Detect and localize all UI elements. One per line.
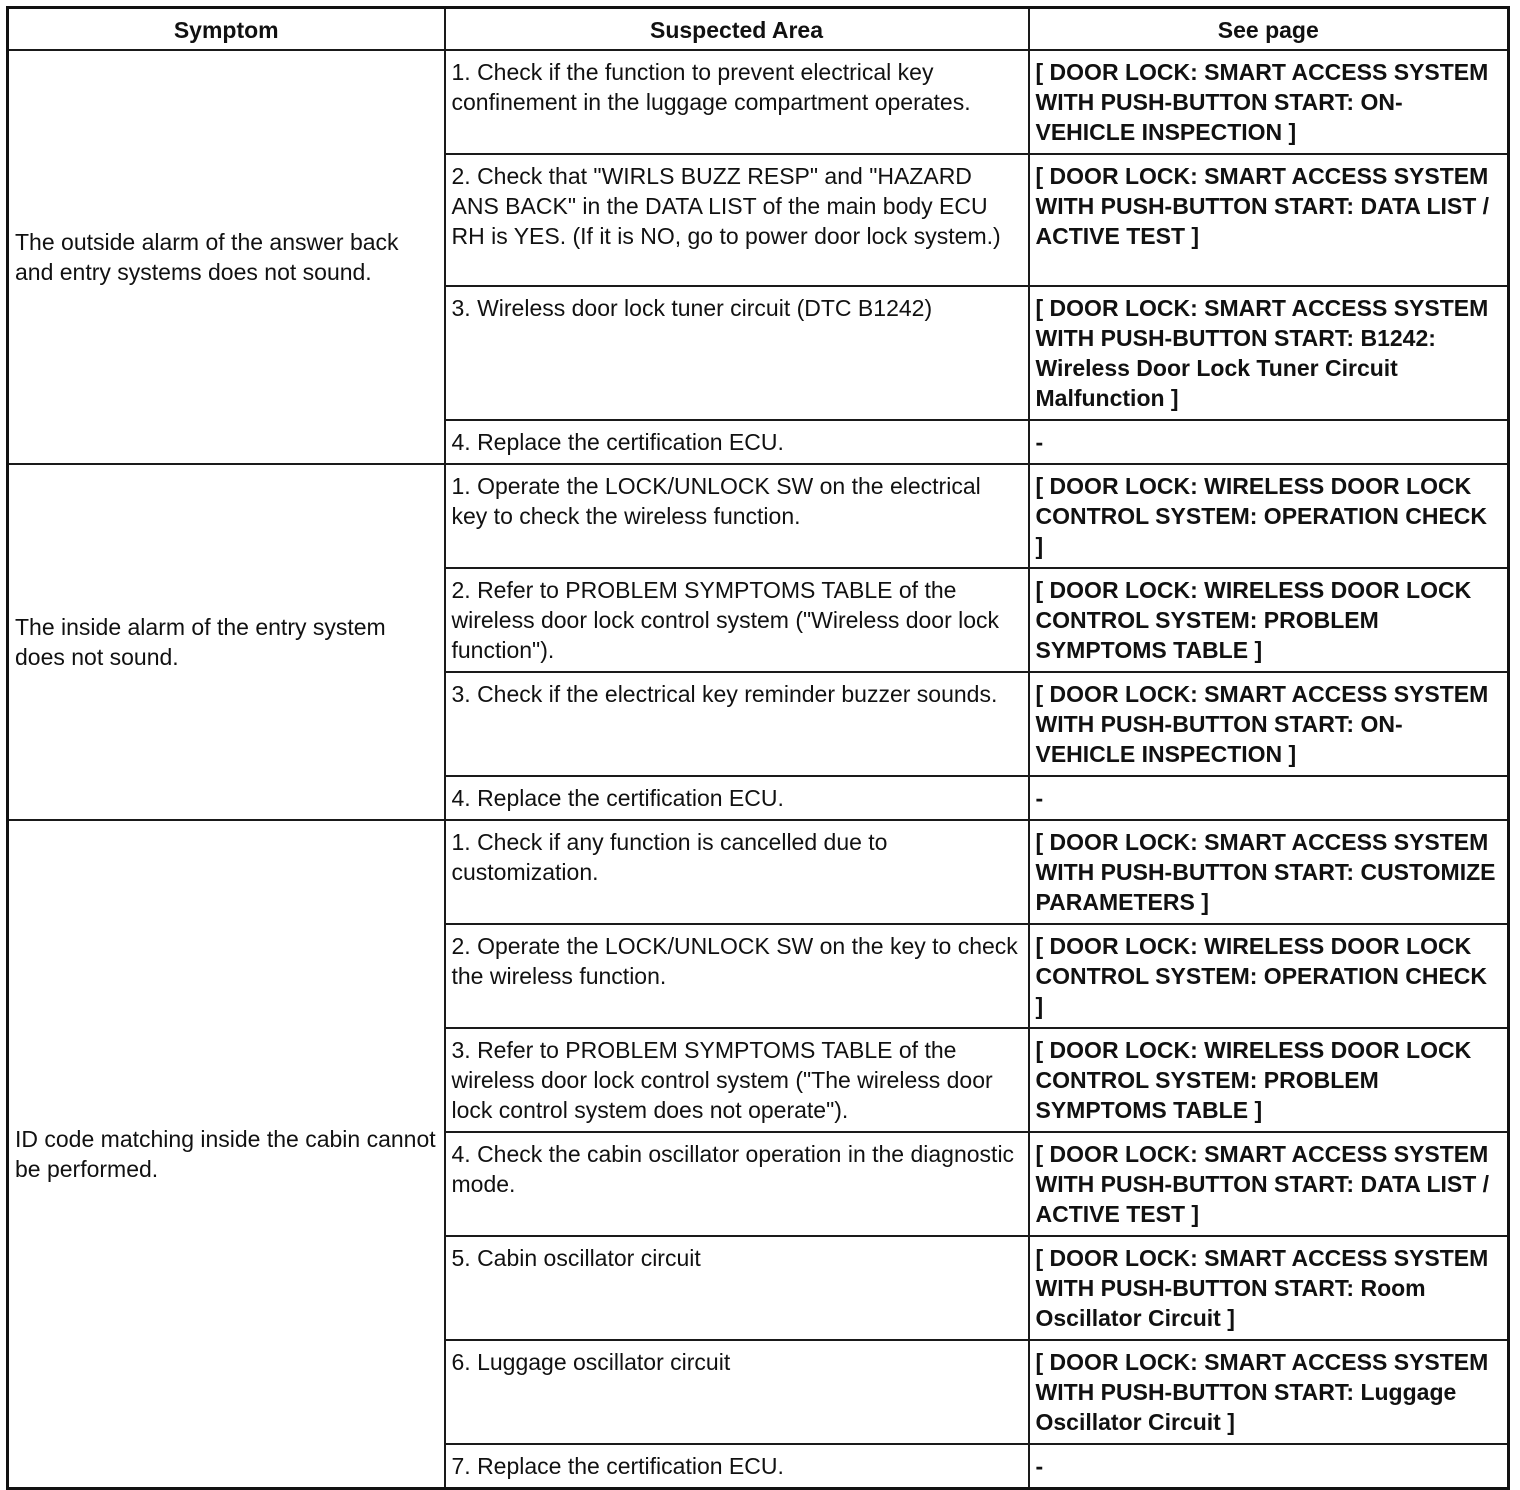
symptom-cell: The inside alarm of the entry system does not sound. — [8, 464, 445, 820]
see-page-cell: [ DOOR LOCK: WIRELESS DOOR LOCK CONTROL SYSTEM: PROBLEM SYMPTOMS TABLE ] — [1029, 1028, 1509, 1132]
table-row — [8, 464, 1509, 568]
suspected-area-cell: 1. Check if the function to prevent electrical key confinement in the luggage compartment operates. — [445, 50, 1029, 154]
see-page-cell: - — [1029, 776, 1509, 820]
suspected-area-cell: 3. Check if the electrical key reminder buzzer sounds. — [445, 672, 1029, 776]
symptom-cell: ID code matching inside the cabin cannot be performed. — [8, 820, 445, 1489]
see-page-cell: [ DOOR LOCK: SMART ACCESS SYSTEM WITH PUSH-BUTTON START: DATA LIST / ACTIVE TEST ] — [1029, 1132, 1509, 1236]
see-page-cell: [ DOOR LOCK: SMART ACCESS SYSTEM WITH PUSH-BUTTON START: Room Oscillator Circuit ] — [1029, 1236, 1509, 1340]
suspected-area-cell: 3. Refer to PROBLEM SYMPTOMS TABLE of the wireless door lock control system ("The wireless door lock control system does not operate"). — [445, 1028, 1029, 1132]
header-symptom: Symptom — [8, 8, 445, 51]
see-page-cell: [ DOOR LOCK: SMART ACCESS SYSTEM WITH PUSH-BUTTON START: ON-VEHICLE INSPECTION ] — [1029, 672, 1509, 776]
suspected-area-cell: 2. Refer to PROBLEM SYMPTOMS TABLE of the wireless door lock control system ("Wireless door lock function"). — [445, 568, 1029, 672]
suspected-area-cell: 2. Operate the LOCK/UNLOCK SW on the key to check the wireless function. — [445, 924, 1029, 1028]
header-suspected-area: Suspected Area — [445, 8, 1029, 51]
table-row — [8, 50, 1509, 154]
suspected-area-cell: 4. Replace the certification ECU. — [445, 420, 1029, 464]
header-see-page: See page — [1029, 8, 1509, 51]
header-row — [8, 8, 1509, 51]
see-page-cell: [ DOOR LOCK: SMART ACCESS SYSTEM WITH PUSH-BUTTON START: DATA LIST / ACTIVE TEST ] — [1029, 154, 1509, 286]
suspected-area-cell: 3. Wireless door lock tuner circuit (DTC B1242) — [445, 286, 1029, 420]
suspected-area-cell: 5. Cabin oscillator circuit — [445, 1236, 1029, 1340]
see-page-cell: [ DOOR LOCK: SMART ACCESS SYSTEM WITH PUSH-BUTTON START: Luggage Oscillator Circuit ] — [1029, 1340, 1509, 1444]
suspected-area-cell: 4. Replace the certification ECU. — [445, 776, 1029, 820]
see-page-cell: - — [1029, 1444, 1509, 1489]
see-page-cell: [ DOOR LOCK: SMART ACCESS SYSTEM WITH PUSH-BUTTON START: ON-VEHICLE INSPECTION ] — [1029, 50, 1509, 154]
suspected-area-cell: 1. Check if any function is cancelled due to customization. — [445, 820, 1029, 924]
problem-symptoms-table — [6, 6, 1510, 1490]
see-page-cell: [ DOOR LOCK: WIRELESS DOOR LOCK CONTROL SYSTEM: PROBLEM SYMPTOMS TABLE ] — [1029, 568, 1509, 672]
suspected-area-cell: 6. Luggage oscillator circuit — [445, 1340, 1029, 1444]
suspected-area-cell: 2. Check that "WIRLS BUZZ RESP" and "HAZARD ANS BACK" in the DATA LIST of the main body ECU RH is YES. (If it is NO, go to power door lock system.) — [445, 154, 1029, 286]
suspected-area-cell: 7. Replace the certification ECU. — [445, 1444, 1029, 1489]
see-page-cell: [ DOOR LOCK: WIRELESS DOOR LOCK CONTROL SYSTEM: OPERATION CHECK ] — [1029, 924, 1509, 1028]
suspected-area-cell: 4. Check the cabin oscillator operation in the diagnostic mode. — [445, 1132, 1029, 1236]
symptom-cell: The outside alarm of the answer back and entry systems does not sound. — [8, 50, 445, 464]
see-page-cell: [ DOOR LOCK: SMART ACCESS SYSTEM WITH PUSH-BUTTON START: CUSTOMIZE PARAMETERS ] — [1029, 820, 1509, 924]
table-row — [8, 820, 1509, 924]
see-page-cell: [ DOOR LOCK: WIRELESS DOOR LOCK CONTROL SYSTEM: OPERATION CHECK ] — [1029, 464, 1509, 568]
see-page-cell: [ DOOR LOCK: SMART ACCESS SYSTEM WITH PUSH-BUTTON START: B1242: Wireless Door Lock Tuner Circuit Malfunction ] — [1029, 286, 1509, 420]
see-page-cell: - — [1029, 420, 1509, 464]
suspected-area-cell: 1. Operate the LOCK/UNLOCK SW on the electrical key to check the wireless function. — [445, 464, 1029, 568]
